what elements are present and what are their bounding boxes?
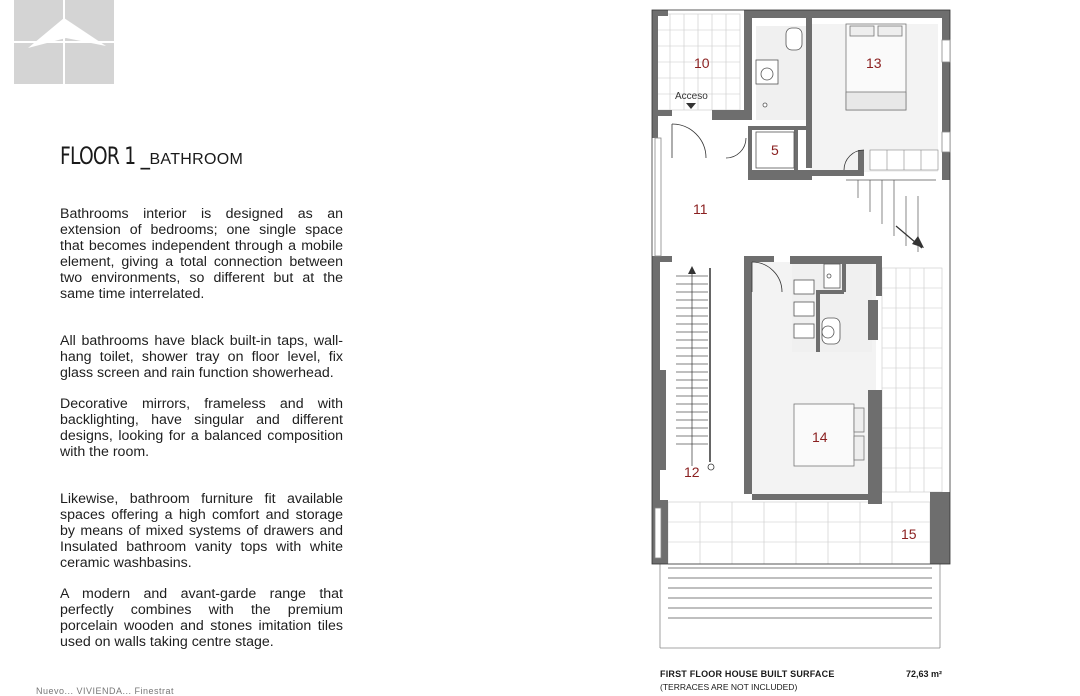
- room-number-14: 14: [812, 429, 828, 445]
- access-arrow-icon: [686, 103, 696, 109]
- room-number-13: 13: [866, 55, 882, 71]
- room-number-5: 5: [771, 142, 779, 158]
- surface-value: 72,63 m²: [905, 669, 942, 679]
- paragraph-furniture: Likewise, bathroom furniture fit available spaces offering a high comfort and storage by means of mixed systems of drawers and Insulated bathroom vanity tops with white ceramic washbasins.: [60, 491, 343, 571]
- floor-plan: [640, 0, 960, 660]
- room-number-10: 10: [694, 55, 710, 71]
- room-number-15: 15: [901, 526, 917, 542]
- page-title: [60, 142, 243, 170]
- room-number-12: 12: [684, 464, 700, 480]
- paragraph-tiles: A modern and avant-garde range that perfectly combines with the premium porcelain wooden and stones imitation tiles used on walls taking centre stage.: [60, 586, 343, 650]
- section-title: BATHROOM: [149, 151, 244, 168]
- room-number-11: 11: [693, 201, 708, 217]
- footer-project-name: Nuevo... VIVIENDA... Finestrat: [36, 686, 175, 696]
- company-logo: [14, 0, 114, 84]
- paragraph-bathroom-interior: Bathrooms interior is designed as an extension of bedrooms; one single space that becomes independent through a mobile element, giving a total connection between two environments, so different but at the same time interrelated.: [60, 206, 343, 302]
- paragraph-fixtures: All bathrooms have black built-in taps, wall-hang toilet, shower tray on floor level, fix glass screen and rain function showerhead.: [60, 333, 343, 381]
- paragraph-mirrors: Decorative mirrors, frameless and with backlighting, have singular and different designs, looking for a balanced composition with the room.: [60, 396, 343, 460]
- access-label: Acceso: [675, 91, 708, 102]
- surface-note: (TERRACES ARE NOT INCLUDED): [660, 682, 798, 692]
- surface-label: FIRST FLOOR HOUSE BUILT SURFACE: [660, 669, 835, 679]
- floor-title: FLOOR 1 _: [60, 142, 150, 170]
